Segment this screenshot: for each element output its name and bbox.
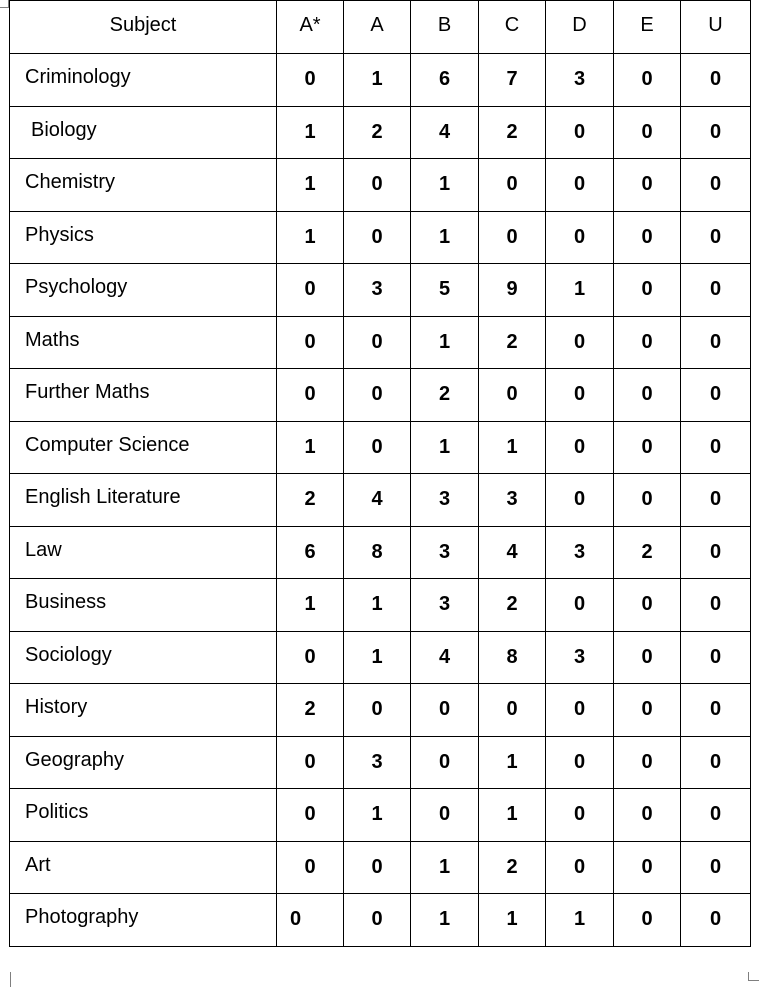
header-grade-a: A [344,1,411,54]
table-row [10,579,751,632]
grade-c-cell: 3 [479,474,546,527]
header-grade-d: D [546,1,614,54]
grade-e-cell: 0 [614,894,681,947]
subject-cell: Biology [10,106,277,159]
table-row [10,736,751,789]
grade-e-cell: 0 [614,684,681,737]
grade-u-cell: 0 [681,474,751,527]
subject-cell: Sociology [10,631,277,684]
grade-d-cell: 0 [546,684,614,737]
subject-cell: Politics [10,789,277,842]
grade-c-cell: 2 [479,106,546,159]
grade-b-cell: 4 [411,631,479,684]
table-row [10,526,751,579]
header-subject: Subject [10,1,277,54]
grade-d-cell: 0 [546,369,614,422]
grade-b-cell: 0 [411,684,479,737]
grade-b-cell: 4 [411,106,479,159]
grade-u-cell: 0 [681,54,751,107]
header-grade-a-star: A* [277,1,344,54]
grade-a-cell: 1 [344,579,411,632]
grade-a-star-cell: 2 [277,474,344,527]
grade-a-cell: 0 [344,159,411,212]
grade-u-cell: 0 [681,211,751,264]
grade-e-cell: 0 [614,474,681,527]
grade-d-cell: 0 [546,841,614,894]
grade-c-cell: 2 [479,579,546,632]
grade-c-cell: 8 [479,631,546,684]
grade-u-cell: 0 [681,789,751,842]
grade-c-cell: 2 [479,316,546,369]
table-row [10,684,751,737]
table-row [10,894,751,947]
grade-a-cell: 3 [344,264,411,317]
subject-cell: English Literature [10,474,277,527]
grade-u-cell: 0 [681,159,751,212]
subject-cell: Psychology [10,264,277,317]
header-grade-c: C [479,1,546,54]
grade-e-cell: 0 [614,316,681,369]
table-row [10,421,751,474]
grade-a-star-cell: 0 [277,369,344,422]
grade-a-cell: 1 [344,789,411,842]
grade-e-cell: 0 [614,421,681,474]
grade-b-cell: 1 [411,894,479,947]
grade-a-cell: 1 [344,54,411,107]
grade-a-star-cell: 0 [277,264,344,317]
grade-a-cell: 0 [344,316,411,369]
grade-e-cell: 0 [614,841,681,894]
table-row [10,54,751,107]
grade-e-cell: 0 [614,159,681,212]
grade-c-cell: 1 [479,789,546,842]
table-row [10,631,751,684]
grade-a-star-cell: 0 [277,894,344,947]
grade-c-cell: 0 [479,211,546,264]
table-row [10,316,751,369]
table-row [10,106,751,159]
grade-u-cell: 0 [681,684,751,737]
grade-b-cell: 2 [411,369,479,422]
grade-a-star-cell: 0 [277,841,344,894]
subject-cell: Law [10,526,277,579]
grade-b-cell: 0 [411,736,479,789]
grade-b-cell: 3 [411,526,479,579]
subject-cell: Photography [10,894,277,947]
grade-a-star-cell: 1 [277,579,344,632]
grade-c-cell: 4 [479,526,546,579]
subject-cell: Geography [10,736,277,789]
grade-u-cell: 0 [681,106,751,159]
grade-d-cell: 0 [546,789,614,842]
grade-e-cell: 0 [614,54,681,107]
subject-cell: Art [10,841,277,894]
grade-a-star-cell: 1 [277,106,344,159]
grade-a-cell: 1 [344,631,411,684]
subject-cell: Further Maths [10,369,277,422]
grade-b-cell: 6 [411,54,479,107]
grade-a-cell: 0 [344,684,411,737]
grade-d-cell: 1 [546,894,614,947]
grade-u-cell: 0 [681,421,751,474]
grade-d-cell: 3 [546,526,614,579]
grade-e-cell: 0 [614,211,681,264]
grade-a-cell: 0 [344,211,411,264]
header-grade-b: B [411,1,479,54]
header-grade-u: U [681,1,751,54]
grade-e-cell: 0 [614,369,681,422]
grades-table [9,0,751,947]
subject-cell: Computer Science [10,421,277,474]
grade-a-cell: 8 [344,526,411,579]
grade-e-cell: 2 [614,526,681,579]
grade-d-cell: 1 [546,264,614,317]
grade-e-cell: 0 [614,264,681,317]
grade-e-cell: 0 [614,631,681,684]
grade-u-cell: 0 [681,841,751,894]
table-row [10,159,751,212]
grade-a-cell: 2 [344,106,411,159]
grade-a-star-cell: 1 [277,211,344,264]
grade-e-cell: 0 [614,736,681,789]
table-row [10,211,751,264]
subject-cell: History [10,684,277,737]
grade-u-cell: 0 [681,894,751,947]
grade-c-cell: 1 [479,894,546,947]
grade-b-cell: 1 [411,316,479,369]
table-row [10,841,751,894]
grade-d-cell: 3 [546,631,614,684]
table-row [10,474,751,527]
crop-mark-bottom-right-vertical [748,972,749,981]
grade-a-star-cell: 0 [277,316,344,369]
subject-cell: Business [10,579,277,632]
grade-e-cell: 0 [614,106,681,159]
table-row [10,264,751,317]
grade-e-cell: 0 [614,789,681,842]
table-header [10,1,751,54]
grade-b-cell: 3 [411,474,479,527]
subject-cell: Maths [10,316,277,369]
grade-c-cell: 2 [479,841,546,894]
grade-u-cell: 0 [681,736,751,789]
table-row [10,369,751,422]
grade-b-cell: 5 [411,264,479,317]
grade-u-cell: 0 [681,264,751,317]
grade-a-star-cell: 6 [277,526,344,579]
grade-u-cell: 0 [681,526,751,579]
grade-b-cell: 1 [411,841,479,894]
grade-b-cell: 1 [411,159,479,212]
crop-mark-bottom-right [748,980,759,981]
grade-d-cell: 0 [546,316,614,369]
grade-a-cell: 0 [344,841,411,894]
grade-c-cell: 9 [479,264,546,317]
grade-a-star-cell: 0 [277,631,344,684]
grade-a-cell: 0 [344,369,411,422]
text-cursor-mark [10,972,11,987]
grade-c-cell: 0 [479,159,546,212]
grade-b-cell: 3 [411,579,479,632]
subject-cell: Criminology [10,54,277,107]
header-grade-e: E [614,1,681,54]
grade-a-star-cell: 0 [277,789,344,842]
grade-a-star-cell: 2 [277,684,344,737]
grade-a-star-cell: 1 [277,421,344,474]
grade-a-cell: 3 [344,736,411,789]
grade-d-cell: 0 [546,211,614,264]
grade-a-star-cell: 0 [277,736,344,789]
grade-a-star-cell: 1 [277,159,344,212]
grade-a-cell: 4 [344,474,411,527]
grade-b-cell: 1 [411,211,479,264]
grade-a-cell: 0 [344,894,411,947]
grade-u-cell: 0 [681,369,751,422]
grade-c-cell: 7 [479,54,546,107]
grade-d-cell: 0 [546,474,614,527]
table-body [10,54,751,947]
subject-cell: Chemistry [10,159,277,212]
grade-c-cell: 1 [479,736,546,789]
header-row [10,1,751,54]
grade-d-cell: 3 [546,54,614,107]
grade-d-cell: 0 [546,159,614,212]
grade-c-cell: 0 [479,684,546,737]
grade-d-cell: 0 [546,579,614,632]
grade-a-cell: 0 [344,421,411,474]
grade-d-cell: 0 [546,421,614,474]
grade-u-cell: 0 [681,579,751,632]
grade-b-cell: 1 [411,421,479,474]
subject-cell: Physics [10,211,277,264]
grade-b-cell: 0 [411,789,479,842]
table-row [10,789,751,842]
grade-c-cell: 0 [479,369,546,422]
grade-a-star-cell: 0 [277,54,344,107]
grade-u-cell: 0 [681,631,751,684]
grade-u-cell: 0 [681,316,751,369]
grade-d-cell: 0 [546,736,614,789]
grade-e-cell: 0 [614,579,681,632]
grade-d-cell: 0 [546,106,614,159]
grade-c-cell: 1 [479,421,546,474]
